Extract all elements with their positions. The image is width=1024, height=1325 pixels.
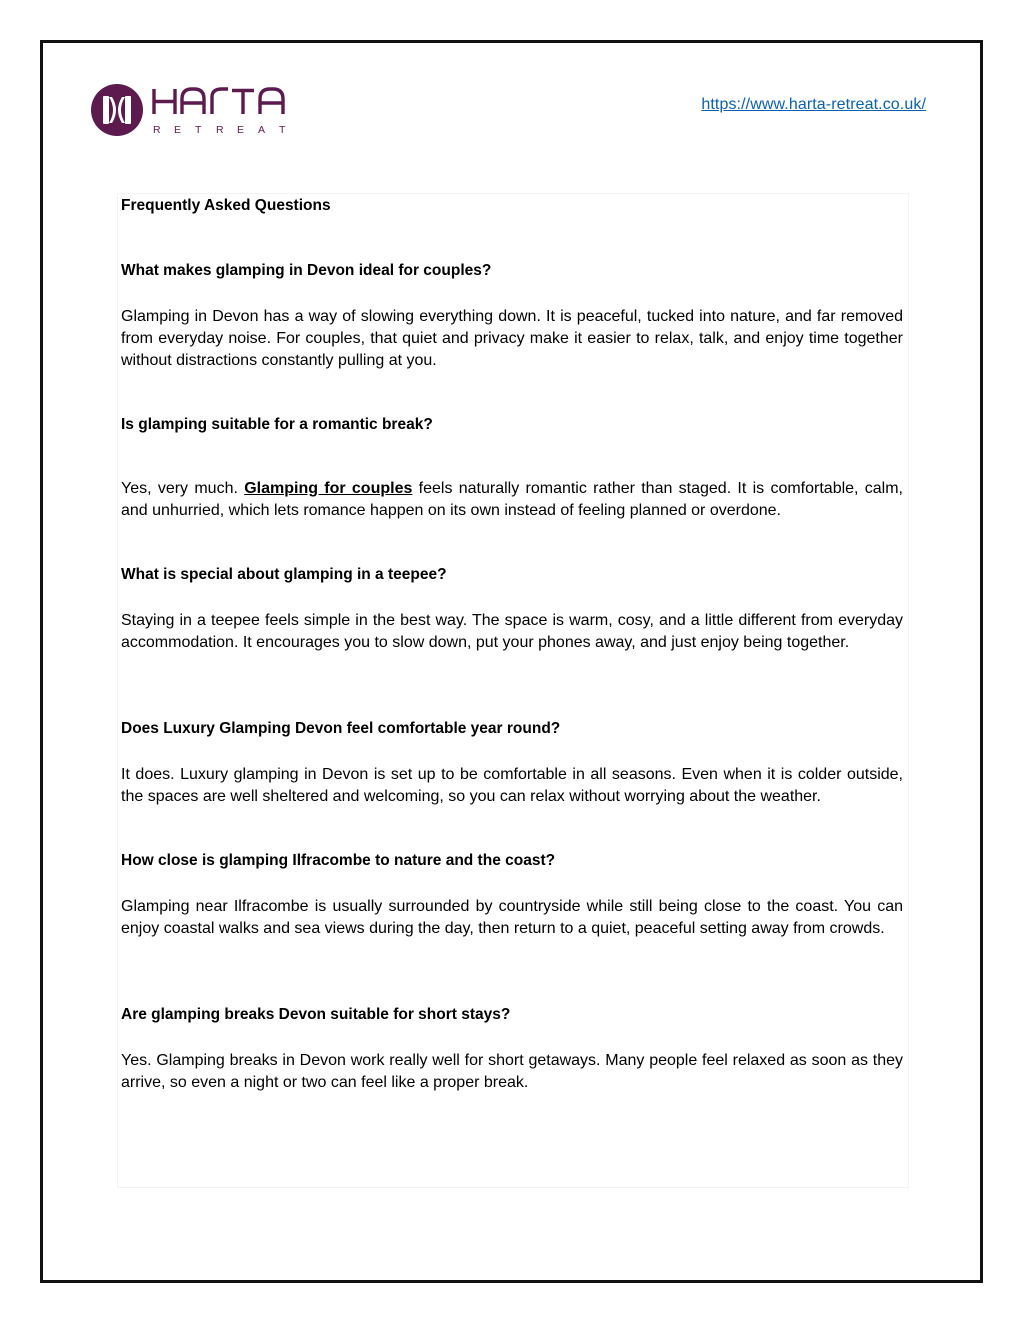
faq-answer-2 — [121, 478, 903, 522]
svg-text:T: T — [195, 124, 202, 136]
faq-question-2: Is glamping suitable for a romantic break? — [121, 416, 433, 433]
svg-text:R: R — [216, 124, 224, 136]
faq-answer-4: It does. Luxury glamping in Devon is set up to be comfortable in all seasons. Even when it is colder outside, the spaces are well sheltered and welcoming, so you can relax without worrying about the weather. — [121, 766, 903, 805]
svg-text:E: E — [237, 124, 245, 136]
faq-answer-6: Yes. Glamping breaks in Devon work really well for short getaways. Many people feel relaxed as soon as they arrive, so even a night or two can feel like a proper break. — [121, 1052, 903, 1091]
website-link[interactable]: https://www.harta-retreat.co.uk/ — [701, 96, 926, 113]
logo-tagline: R — [153, 124, 161, 136]
glamping-for-couples-link[interactable]: Glamping for couples — [244, 480, 413, 497]
faq-question-1: What makes glamping in Devon ideal for couples? — [121, 262, 492, 279]
faq-title: Frequently Asked Questions — [121, 197, 331, 214]
logo-mark-icon — [90, 83, 290, 139]
svg-text:E: E — [174, 124, 182, 136]
svg-text:T: T — [279, 124, 286, 136]
faq-question-6: Are glamping breaks Devon suitable for short stays? — [121, 1006, 511, 1023]
faq-answer-5: Glamping near Ilfracombe is usually surrounded by countryside while still being close to the coast. You can enjoy coastal walks and sea views during the day, then return to a quiet, peaceful setting away from crowds. — [121, 898, 903, 937]
faq-question-3: What is special about glamping in a teepee? — [121, 566, 447, 583]
faq-answer-3: Staying in a teepee feels simple in the best way. The space is warm, cosy, and a little different from everyday accommodation. It encourages you to slow down, put your phones away, and just enjoy being together. — [121, 612, 903, 651]
faq-question-5: How close is glamping Ilfracombe to nature and the coast? — [121, 852, 556, 869]
svg-text:A: A — [258, 124, 266, 136]
answer-text: Yes, very much. — [121, 480, 245, 497]
harta-retreat-logo — [90, 83, 290, 139]
answer-text: feels naturally romantic rather than staged. It is comfortable, calm, and unhurried, which lets romance happen on its own instead of feeling planned or overdone. — [121, 480, 904, 519]
faq-question-4: Does Luxury Glamping Devon feel comfortable year round? — [121, 720, 561, 737]
faq-answer-1: Glamping in Devon has a way of slowing everything down. It is peaceful, tucked into nature, and far removed from everyday noise. For couples, that quiet and privacy make it easier to relax, talk, and enjoy time together without distractions constantly pulling at you. — [121, 308, 903, 369]
